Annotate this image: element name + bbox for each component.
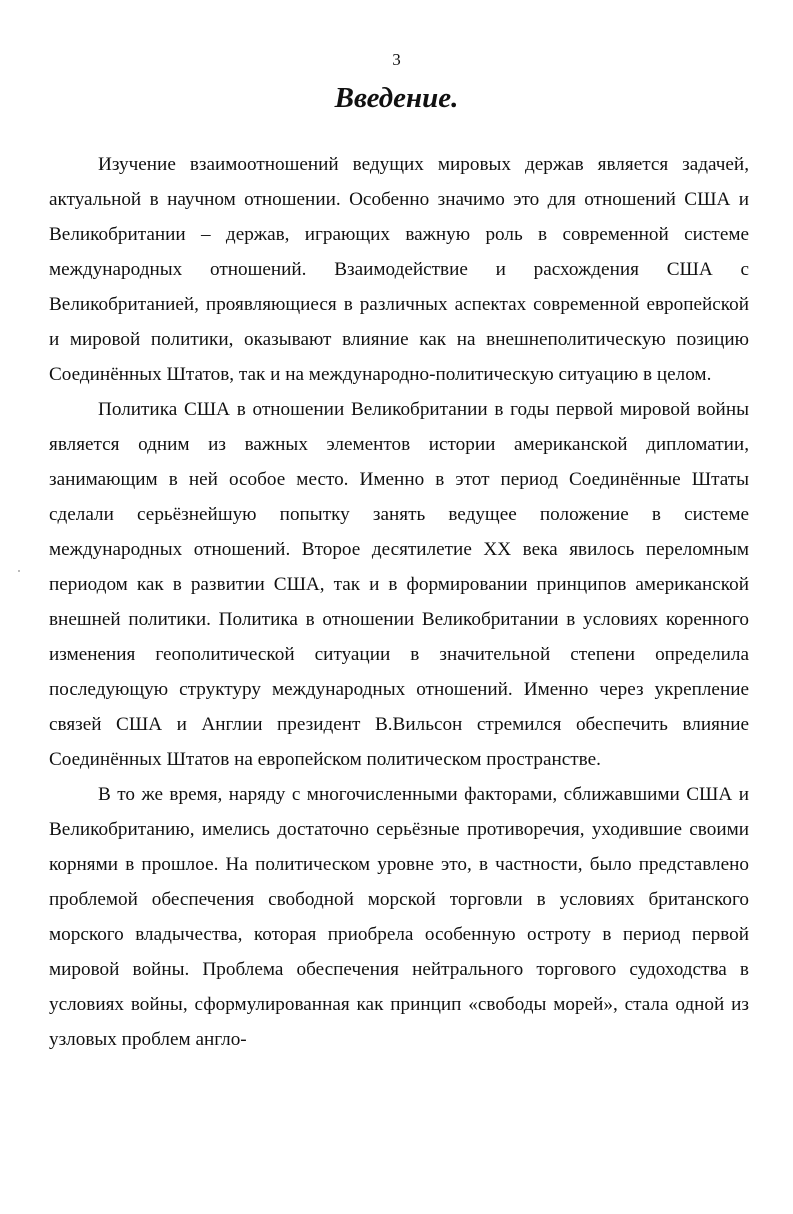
paragraph-2: Политика США в отношении Великобритании в годы первой мировой войны является одним из важных элементов истории американской дипломатии, занимающим в ней особое место. Именно в этот период Соединённые Штаты сделали серьёзнейшую попытку занять ведущее положение в системе международных отношений. Второе десятилетие XX века явилось переломным периодом как в развитии США, так и в формировании принципов американской внешней политики. Политика в отношении Великобритании в условиях коренного изменения геополитической ситуации в значительной степени определила последующую структуру международных отношений. Именно через укрепление связей США и Англии президент В.Вильсон стремился обеспечить влияние Соединённых Штатов на европейском политическом пространстве. xyxy=(49,399,749,770)
page-title: Введение. xyxy=(334,82,459,114)
page-number: 3 xyxy=(392,50,401,69)
body-text xyxy=(49,147,749,1057)
paragraph-1: Изучение взаимоотношений ведущих мировых держав является задачей, актуальной в научном отношении. Особенно значимо это для отношений США и Великобритании – держав, играющих важную роль в современной системе международных отношений. Взаимодействие и расхождения США с Великобританией, проявляющиеся в различных аспектах современной европейской и мировой политики, оказывают влияние как на внешнеполитическую позицию Соединённых Штатов, так и на международно-политическую ситуацию в целом. xyxy=(49,154,749,385)
paragraph-3: В то же время, наряду с многочисленными факторами, сближавшими США и Великобританию, имелись достаточно серьёзные противоречия, уходившие своими корнями в прошлое. На политическом уровне это, в частности, было представлено проблемой обеспечения свободной морской торговли в условиях британского морского владычества, которая приобрела особенную остроту в период первой мировой войны. Проблема обеспечения нейтрального торгового судоходства в условиях войны, сформулированная как принцип «свободы морей», стала одной из узловых проблем англо- xyxy=(49,784,749,1050)
margin-speck xyxy=(18,570,20,572)
